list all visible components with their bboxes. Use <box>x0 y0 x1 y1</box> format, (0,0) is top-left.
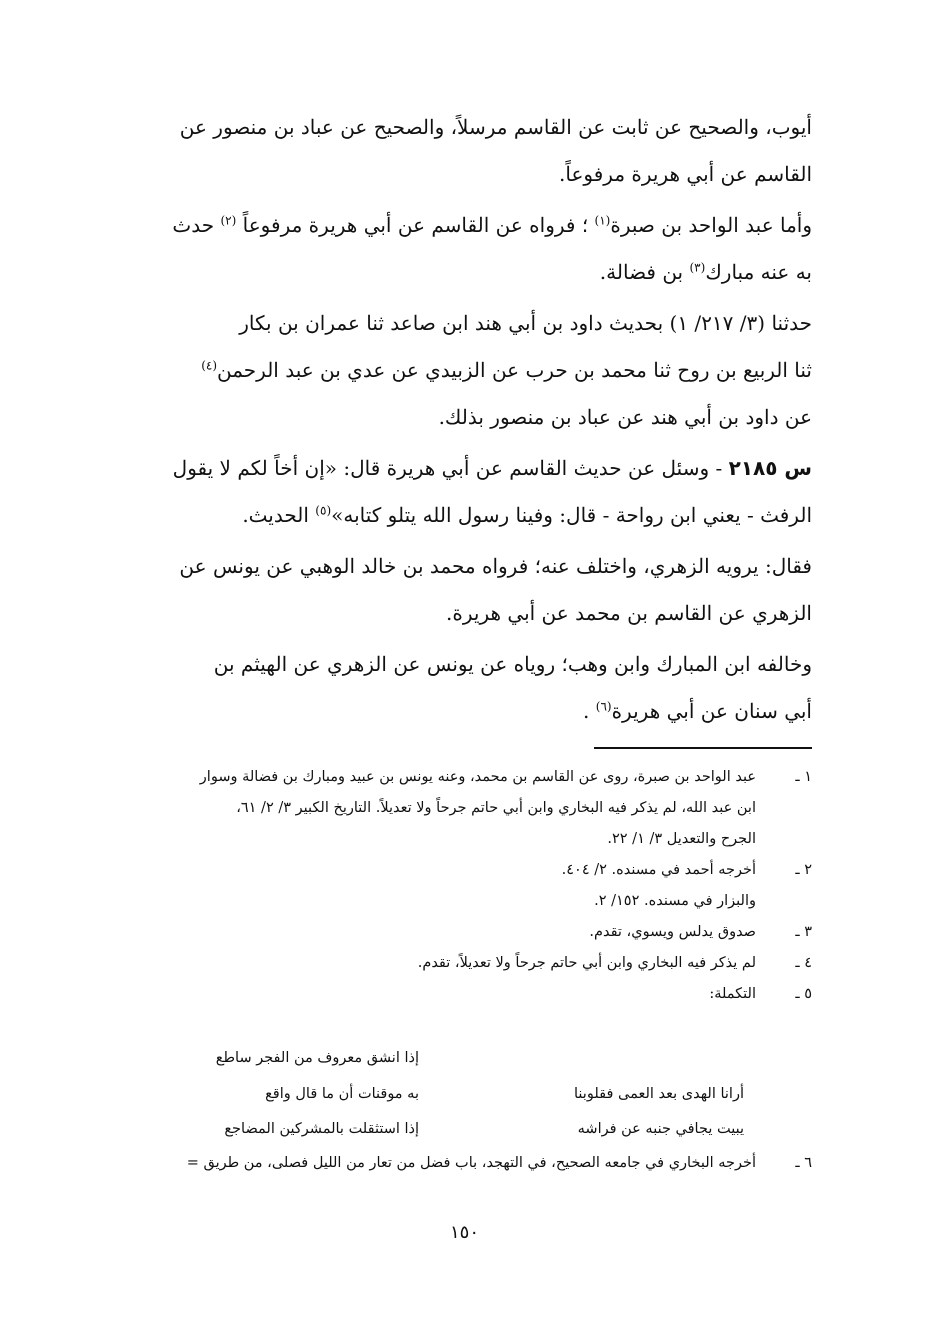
page-number: ١٥٠ <box>449 1222 479 1243</box>
paragraph-3 <box>100 300 812 441</box>
footnote-text: صدوق يدلس ويسوي، تقدم. <box>589 924 756 940</box>
text-line: فقال: يرويه الزهري، واختلف عنه؛ فرواه محمد بن خالد الوهبي عن يونس عن <box>179 554 812 578</box>
verse-hemistich: يبيت يجافي جنبه عن فراشه <box>577 1121 744 1137</box>
footnotes <box>100 762 812 1010</box>
text-line: وخالفه ابن المبارك وابن وهب؛ روياه عن يونس عن الزهري عن الهيثم بن <box>213 652 812 676</box>
text-run: ثنا الربيع بن روح ثنا محمد بن حرب عن الزبيدي عن عدي بن عبد الرحمن <box>217 358 812 382</box>
verse-hemistich: به موقنات أن ما قال واقع <box>265 1086 419 1102</box>
footnote-text: التكملة: <box>709 986 756 1002</box>
paragraph-4 <box>100 445 812 539</box>
text-line: الزهري عن القاسم بن محمد عن أبي هريرة. <box>446 601 812 625</box>
text-run: بن فضالة. <box>599 260 690 284</box>
text-run: ؛ فرواه عن القاسم عن أبي هريرة مرفوعاً <box>236 213 595 237</box>
text-run: - وسئل عن حديث القاسم عن أبي هريرة قال: «إن أخاً لكم لا يقول <box>172 456 729 480</box>
footnote-text: الجرح والتعديل ٣/ ١/ ٢٢. <box>607 831 756 847</box>
text-run: حدث <box>172 213 221 237</box>
verse-hemistich: إذا استثقلت بالمشركين المضاجع <box>224 1121 419 1137</box>
footnote-ref-2: (٢) <box>220 213 237 228</box>
footnote-number: ٢ ـ <box>795 862 812 878</box>
footnote-2 <box>100 855 812 886</box>
paragraph-2 <box>100 202 812 296</box>
footnote-separator <box>594 747 812 749</box>
footnote-2-cont <box>100 886 812 917</box>
footnote-number: ٥ ـ <box>795 986 812 1002</box>
text-line <box>100 202 812 249</box>
footnote-text: ابن عبد الله، لم يذكر فيه البخاري وابن أبي حاتم جرحاً ولا تعديلاً. التاريخ الكبير ٣/ ٢/ ٦١، <box>236 800 756 816</box>
text-run: أبي سنان عن أبي هريرة <box>611 699 812 723</box>
paragraph-5 <box>100 543 812 637</box>
footnote-text: والبزار في مسنده. ١٥٢/ ٢. <box>594 893 756 909</box>
text-run: الرفث - يعني ابن رواحة - قال: وفينا رسول الله يتلو كتابه» <box>331 503 812 527</box>
footnote-text: لم يذكر فيه البخاري وابن أبي حاتم جرحاً ولا تعديلاً، تقدم. <box>417 955 756 971</box>
footnote-ref-6: (٦) <box>595 699 612 714</box>
footnote-1-cont <box>100 824 812 855</box>
footnote-3 <box>100 917 812 948</box>
footnote-1 <box>100 762 812 793</box>
footnote-number: ٤ ـ <box>795 955 812 971</box>
footnote-text: عبد الواحد بن صبرة، روى عن القاسم بن محمد، وعنه يونس بن عبيد ومبارك بن فضالة وسوار <box>199 769 756 785</box>
text-line: عن داود بن أبي هند عن عباد بن منصور بذلك. <box>438 405 812 429</box>
text-line: حدثنا (٣/ ٢١٧/ ١) بحديث داود بن أبي هند ابن صاعد ثنا عمران بن بكار <box>239 311 812 335</box>
footnote-ref-3: (٣) <box>689 260 706 275</box>
footnotes-continued <box>100 1148 812 1179</box>
text-run: . <box>583 699 596 723</box>
text-run: الحديث. <box>242 503 316 527</box>
main-text <box>100 104 812 739</box>
text-line <box>100 492 812 539</box>
paragraph-1 <box>100 104 812 198</box>
text-line <box>100 445 812 492</box>
footnote-6 <box>100 1148 812 1179</box>
text-line: القاسم عن أبي هريرة مرفوعاً. <box>559 162 812 186</box>
text-line: أيوب، والصحيح عن ثابت عن القاسم مرسلاً، والصحيح عن عباد بن منصور عن <box>179 115 812 139</box>
verse-hemistich: أرانا الهدى بعد العمى فقلوبنا <box>574 1086 744 1102</box>
footnote-ref-1: (١) <box>594 213 611 228</box>
text-line <box>100 347 812 394</box>
text-run: به عنه مبارك <box>705 260 812 284</box>
footnote-text: أخرجه البخاري في جامعه الصحيح، في التهجد، باب فضل من تعار من الليل فصلى، من طريق = <box>186 1155 756 1171</box>
footnote-4 <box>100 948 812 979</box>
question-number: س ٢١٨٥ <box>728 456 812 480</box>
footnote-1-cont <box>100 793 812 824</box>
paragraph-6 <box>100 641 812 735</box>
footnote-number: ١ ـ <box>795 769 812 785</box>
footnote-number: ٦ ـ <box>795 1155 812 1171</box>
text-run: وأما عبد الواحد بن صبرة <box>610 213 812 237</box>
verse-hemistich: إذا انشق معروف من الفجر ساطع <box>215 1050 419 1066</box>
footnote-text: أخرجه أحمد في مسنده. ٢/ ٤٠٤. <box>561 862 756 878</box>
footnote-ref-5: (٥) <box>315 503 332 518</box>
text-line <box>100 688 812 735</box>
footnote-ref-4: (٤) <box>201 358 218 373</box>
footnote-5 <box>100 979 812 1010</box>
text-line <box>100 249 812 296</box>
footnote-number: ٣ ـ <box>795 924 812 940</box>
